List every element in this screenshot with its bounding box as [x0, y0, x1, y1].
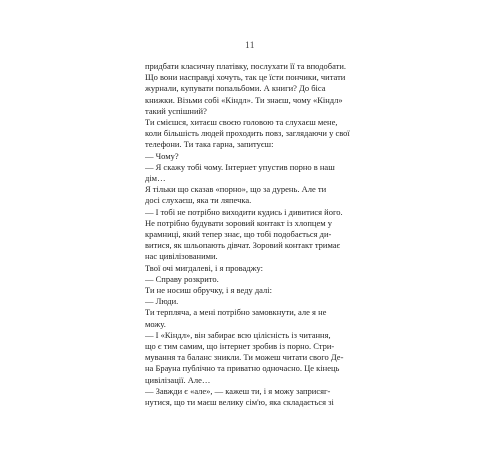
text-line: на Брауна публічно та приватно одночасно. Це кінець: [145, 363, 340, 374]
text-line: крамниці, який тепер знає, що тобі подобається ди-: [145, 229, 332, 240]
text-line: дім…: [145, 173, 166, 184]
text-line: Ти терпляча, а мені потрібно замовкнути, але я не: [145, 307, 327, 318]
text-line: — І «Кіндл», він забирає всю цілісність із читання,: [145, 329, 331, 340]
text-line: — Я скажу тобі чому. Інтернет упустив порно в наш: [145, 161, 335, 172]
text-line: книжки. Візьми собі «Кіндл». Ти знаєш, чому «Кіндл»: [145, 94, 343, 105]
text-line: такий успішний?: [145, 105, 207, 116]
text-line: — Люди.: [145, 296, 179, 307]
text-line: — Справу розкрито.: [145, 273, 219, 284]
text-line: придбати класичну платівку, послухати її та вподобати.: [145, 61, 347, 71]
text-line: мування та баланс зникли. Ти можеш читати свого Де-: [145, 352, 344, 363]
text-line: досі слухаєш, яка ти ляпечка.: [145, 195, 252, 206]
text-line: коли більшість людей проходить повз, заглядаючи у свої: [145, 128, 350, 139]
text-line: нас цивілізованими.: [145, 251, 218, 262]
text-line: Я тільки що сказав «порно», що за дурень. Але ти: [145, 184, 327, 195]
text-line: нутися, що ти маєш велику сім'ю, яка складається зі: [145, 397, 334, 408]
text-line: телефони. Ти така гарна, запитуєш:: [145, 139, 274, 150]
text-line: витися, як шльопають дівчат. Зоровий контакт тримає: [145, 240, 341, 251]
body-text: [145, 61, 363, 408]
page-number: 11: [245, 40, 255, 50]
text-line: Ти не носиш обручку, і я веду далі:: [145, 285, 272, 296]
text-line: Що вони насправді хочуть, так це їсти пончики, читати: [145, 72, 346, 83]
text-line: журнали, купувати попальбоми. А книги? До біса: [145, 83, 326, 94]
text-line: що є тим самим, що інтернет зробив із порно. Стри-: [145, 341, 335, 352]
text-line: Ти смієшся, хитаєш своєю головою та слухаєш мене,: [145, 117, 338, 128]
text-line: можу.: [145, 318, 166, 329]
text-line: — І тобі не потрібно виходити кудись і дивитися його.: [145, 206, 343, 217]
text-line: цивілізації. Але…: [145, 374, 211, 385]
text-line: — Чому?: [145, 150, 179, 161]
text-line: — Завжди є «але», — кажеш ти, і я можу заприсяг-: [145, 385, 331, 396]
text-line: Не потрібно будувати зоровий контакт із хлопцем у: [145, 217, 332, 228]
text-line: Твої очі мигдалеві, і я проваджу:: [145, 262, 263, 273]
